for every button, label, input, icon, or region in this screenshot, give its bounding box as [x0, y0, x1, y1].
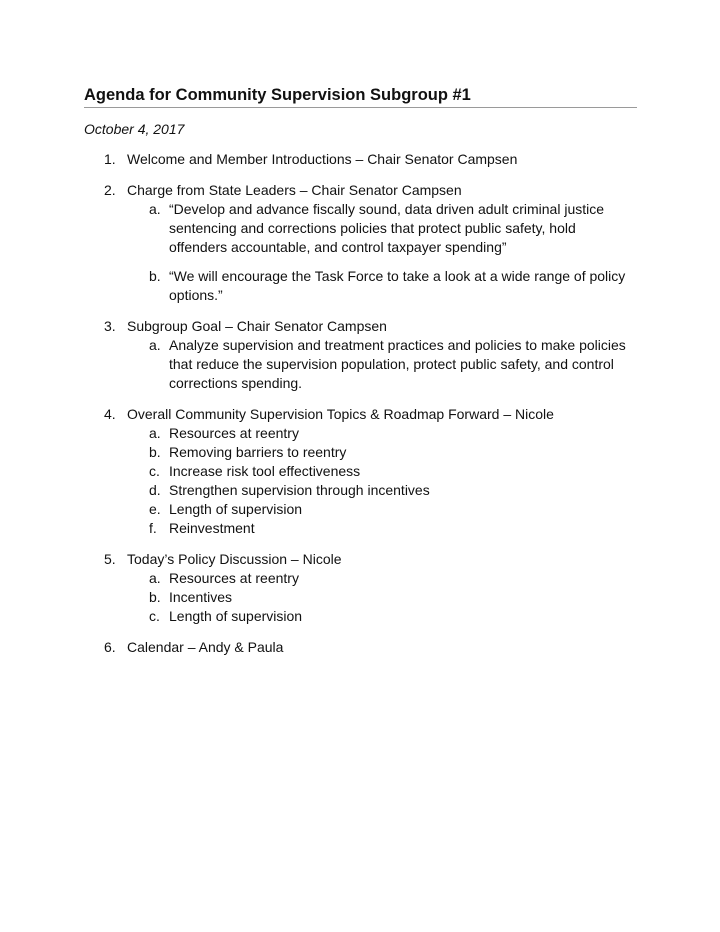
agenda-subitem-letter: c.: [149, 608, 160, 624]
agenda-subitem-letter: a.: [149, 337, 161, 353]
agenda-item-6: [0, 638, 647, 657]
agenda-subitem-text: Resources at reentry: [169, 570, 299, 586]
agenda-item-number: 1.: [104, 151, 116, 167]
agenda-item-5: [0, 550, 647, 626]
agenda-item-1: [0, 150, 647, 169]
agenda-subitem: [127, 424, 634, 443]
agenda-subitem-text: Increase risk tool effectiveness: [169, 463, 361, 479]
agenda-subitem: [127, 443, 634, 462]
agenda-subitem: [127, 500, 634, 519]
agenda-subitem-text: “We will encourage the Task Force to take a look at a wide range of policy options.”: [169, 268, 626, 303]
agenda-item-number: 4.: [104, 406, 116, 422]
agenda-subitem-text: Removing barriers to reentry: [169, 444, 347, 460]
agenda-item-text: Calendar – Andy & Paula: [127, 639, 284, 655]
agenda-item-text: Subgroup Goal – Chair Senator Campsen: [127, 318, 387, 334]
agenda-item-text: Overall Community Supervision Topics & Roadmap Forward – Nicole: [127, 406, 554, 422]
agenda-subitem-list: [127, 569, 647, 626]
agenda-item-number: 5.: [104, 551, 116, 567]
agenda-subitem-text: Analyze supervision and treatment practices and policies to make policies that reduce the supervision population, protect public safety, and control corrections spending.: [169, 337, 626, 391]
agenda-subitem-letter: a.: [149, 570, 161, 586]
agenda-subitem-letter: a.: [149, 201, 161, 217]
agenda-subitem-list: [127, 200, 647, 305]
agenda-subitem: [127, 336, 634, 393]
agenda-subitem-letter: b.: [149, 444, 161, 460]
agenda-item-text: Today’s Policy Discussion – Nicole: [127, 551, 342, 567]
agenda-subitem-text: “Develop and advance fiscally sound, data driven adult criminal justice sentencing and corrections policies that protect public safety, hold offenders accountable, and control taxpayer spending”: [169, 201, 605, 255]
agenda-subitem-letter: d.: [149, 482, 161, 498]
agenda-item-text: Welcome and Member Introductions – Chair Senator Campsen: [127, 151, 518, 167]
agenda-subitem-letter: f.: [149, 520, 157, 536]
meeting-date: October 4, 2017: [84, 121, 185, 137]
agenda-item-3: [0, 317, 647, 393]
agenda-subitem: [127, 462, 634, 481]
agenda-subitem: [127, 267, 634, 305]
agenda-subitem-list: [127, 336, 647, 393]
agenda-item-number: 2.: [104, 182, 116, 198]
agenda-list: [0, 150, 720, 669]
agenda-item-number: 3.: [104, 318, 116, 334]
agenda-subitem-letter: c.: [149, 463, 160, 479]
agenda-subitem: [127, 519, 634, 538]
agenda-item-4: [0, 405, 647, 538]
agenda-subitem-letter: e.: [149, 501, 161, 517]
agenda-item-number: 6.: [104, 639, 116, 655]
agenda-subitem-list: [127, 424, 647, 538]
agenda-subitem-letter: b.: [149, 589, 161, 605]
agenda-subitem-text: Length of supervision: [169, 608, 303, 624]
agenda-subitem: [127, 588, 634, 607]
agenda-subitem-letter: a.: [149, 425, 161, 441]
page-title: Agenda for Community Supervision Subgroup #1: [84, 86, 471, 104]
agenda-item-text: Charge from State Leaders – Chair Senator Campsen: [127, 182, 462, 198]
agenda-subitem: [127, 607, 634, 626]
agenda-subitem: [127, 200, 634, 257]
agenda-subitem-text: Resources at reentry: [169, 425, 299, 441]
agenda-subitem-text: Length of supervision: [169, 501, 303, 517]
agenda-subitem: [127, 481, 634, 500]
agenda-item-2: [0, 181, 647, 305]
agenda-subitem-text: Incentives: [169, 589, 233, 605]
agenda-subitem-text: Reinvestment: [169, 520, 255, 536]
title-divider: [84, 107, 637, 108]
agenda-subitem: [127, 569, 634, 588]
agenda-subitem-text: Strengthen supervision through incentives: [169, 482, 430, 498]
agenda-subitem-letter: b.: [149, 268, 161, 284]
